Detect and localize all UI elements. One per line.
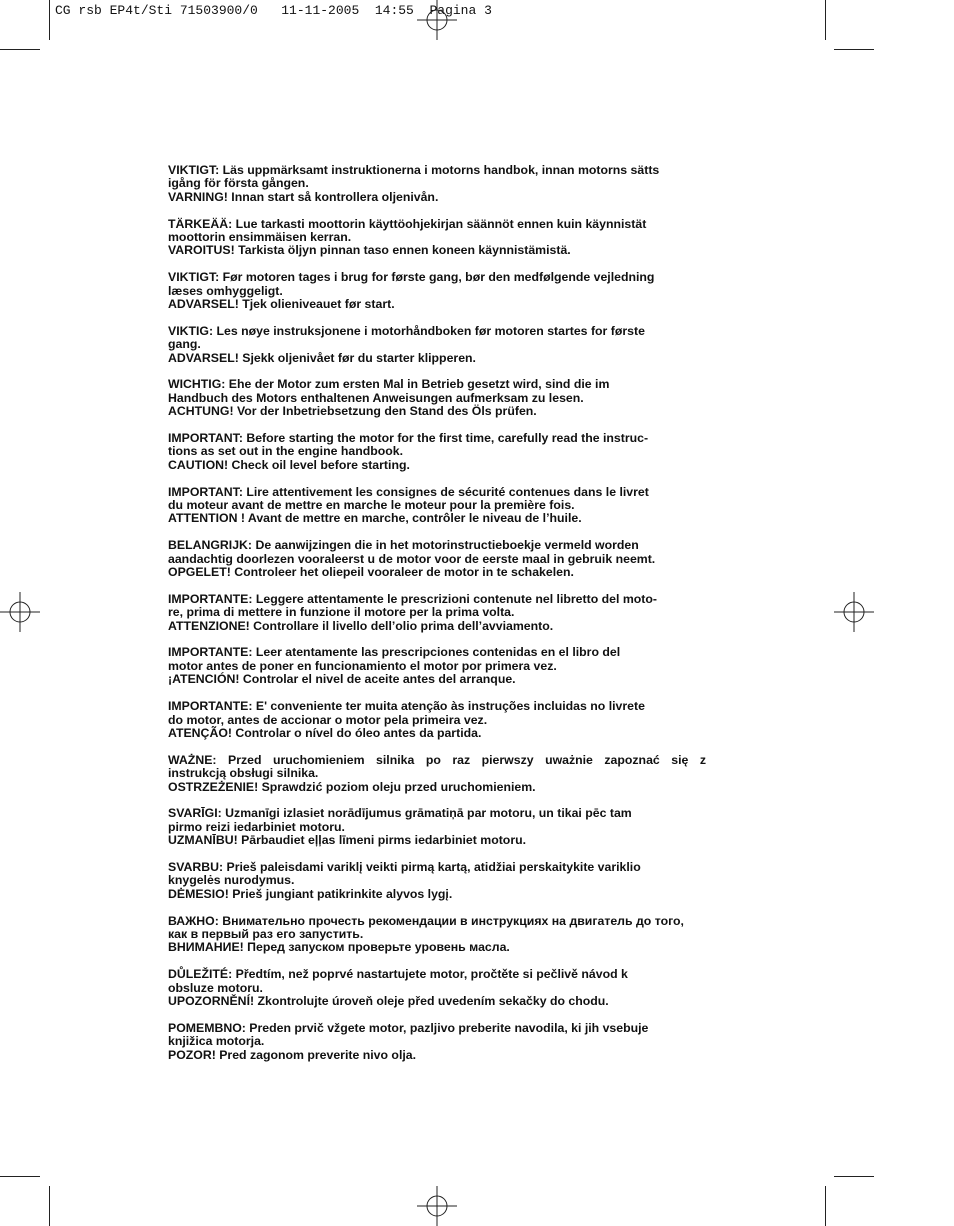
- safety-notices: [168, 164, 706, 1075]
- notice-warning: ATENÇÃO! Controlar o nível do óleo antes da partida.: [168, 725, 482, 740]
- notice-warning: DĖMESIO! Prieš jungiant patikrinkite alyvos lygį.: [168, 886, 453, 901]
- notice-line: igång för första gången.: [168, 176, 309, 191]
- notice-russian: [168, 915, 706, 955]
- notice-spanish: [168, 646, 706, 686]
- notice-line: VIKTIG: Les nøye instruksjonene i motorhåndboken før motoren startes for første: [168, 323, 645, 338]
- notice-line: VIKTIGT: Før motoren tages i brug for første gang, bør den medfølgende vejledning: [168, 270, 655, 285]
- notice-line: re, prima di mettere in funzione il motore per la prima volta.: [168, 605, 515, 620]
- notice-warning: UZMANĪBU! Pārbaudiet eļļas līmeni pirms iedarbiniet motoru.: [168, 833, 527, 848]
- crop-mark-top-left-vertical: [49, 0, 50, 40]
- notice-dutch: [168, 539, 706, 579]
- notice-warning: OSTRZEŻENIE! Sprawdzić poziom oleju przed uruchomieniem.: [168, 779, 536, 794]
- notice-line: do motor, antes de accionar o motor pela primeira vez.: [168, 712, 488, 727]
- crop-mark-top-right-vertical: [825, 0, 826, 40]
- notice-warning: VARNING! Innan start så kontrollera oljenivån.: [168, 189, 439, 204]
- notice-line: tions as set out in the engine handbook.: [168, 444, 404, 459]
- notice-norwegian: [168, 325, 706, 365]
- notice-warning: OPGELET! Controleer het oliepeil vooraleer de motor in te schakelen.: [168, 565, 574, 580]
- notice-italian: [168, 593, 706, 633]
- notice-line: TÄRKEÄÄ: Lue tarkasti moottorin käyttöohjekirjan säännöt ennen kuin käynnistät: [168, 216, 647, 231]
- notice-polish: [168, 754, 706, 794]
- notice-warning: UPOZORNĚNÍ! Zkontrolujte úroveň oleje před uvedením sekačky do chodu.: [168, 993, 609, 1008]
- notice-line: motor antes de poner en funcionamiento el motor por primera vez.: [168, 658, 557, 673]
- notice-line: IMPORTANT: Before starting the motor for the first time, carefully read the instruc-: [168, 431, 649, 446]
- notice-warning: VAROITUS! Tarkista öljyn pinnan taso ennen koneen käynnistämistä.: [168, 243, 571, 258]
- notice-line: ВАЖНО: Внимательно прочесть рекомендации в инструкциях на двигатель до того,: [168, 913, 684, 928]
- crop-mark-bottom-right-vertical: [825, 1186, 826, 1226]
- registration-mark-left-icon: [0, 592, 40, 632]
- notice-line: IMPORTANT: Lire attentivement les consignes de sécurité contenues dans le livret: [168, 484, 649, 499]
- crop-mark-bottom-right-horizontal: [834, 1176, 874, 1177]
- registration-mark-bottom-icon: [417, 1186, 457, 1226]
- notice-line: du moteur avant de mettre en marche le moteur pour la première fois.: [168, 498, 575, 513]
- notice-line: pirmo reizi iedarbiniet motoru.: [168, 819, 345, 834]
- notice-line: POMEMBNO: Preden prvič vžgete motor, pazljivo preberite navodila, ki jih vsebuje: [168, 1020, 649, 1035]
- notice-lithuanian: [168, 861, 706, 901]
- notice-warning: ВНИМАНИЕ! Перед запуском проверьте уровень масла.: [168, 940, 510, 955]
- notice-line: moottorin ensimmäisen kerran.: [168, 230, 352, 245]
- notice-warning: ADVARSEL! Sjekk oljenivået før du starter klipperen.: [168, 350, 476, 365]
- notice-line: IMPORTANTE: Leer atentamente las prescripciones contenidas en el libro del: [168, 645, 621, 660]
- notice-line: obsluze motoru.: [168, 980, 263, 995]
- notice-line: BELANGRIJK: De aanwijzingen die in het motorinstructieboekje vermeld worden: [168, 538, 639, 553]
- notice-line: SVARBU: Prieš paleisdami variklį veikti pirmą kartą, atidžiai perskaitykite variklio: [168, 859, 641, 874]
- print-slug-header: CG rsb EP4t/Sti 71503900/0 11-11-2005 14:55 Pagina 3: [55, 3, 492, 18]
- notice-danish: [168, 271, 706, 311]
- notice-warning: ATTENZIONE! Controllare il livello dell’olio prima dell’avviamento.: [168, 618, 554, 633]
- notice-line: instrukcją obsługi silnika.: [168, 766, 319, 781]
- notice-line: WICHTIG: Ehe der Motor zum ersten Mal in Betrieb gesetzt wird, sind die im: [168, 377, 610, 392]
- notice-line: læses omhyggeligt.: [168, 283, 283, 298]
- notice-latvian: [168, 807, 706, 847]
- notice-swedish: [168, 164, 706, 204]
- notice-warning: CAUTION! Check oil level before starting.: [168, 457, 410, 472]
- notice-line: DŮLEŽITÉ: Předtím, než poprvé nastartujete motor, pročtěte si pečlivě návod k: [168, 967, 628, 982]
- crop-mark-bottom-left-vertical: [49, 1186, 50, 1226]
- notice-english: [168, 432, 706, 472]
- notice-german: [168, 378, 706, 418]
- notice-french: [168, 486, 706, 526]
- notice-line: как в первый раз его запустить.: [168, 926, 364, 941]
- notice-finnish: [168, 218, 706, 258]
- notice-line: IMPORTANTE: Leggere attentamente le prescrizioni contenute nel libretto del moto-: [168, 591, 657, 606]
- notice-warning: ADVARSEL! Tjek olieniveauet før start.: [168, 297, 395, 312]
- notice-line: SVARĪGI: Uzmanīgi izlasiet norādījumus grāmatiņā par motoru, un tikai pēc tam: [168, 806, 632, 821]
- registration-mark-right-icon: [834, 592, 874, 632]
- crop-mark-bottom-left-horizontal: [0, 1176, 40, 1177]
- notice-line: knygelės nurodymus.: [168, 873, 295, 888]
- crop-mark-top-left-horizontal: [0, 49, 40, 50]
- notice-warning: POZOR! Pred zagonom preverite nivo olja.: [168, 1047, 417, 1062]
- notice-line: WAŻNE: Przed uruchomieniem silnika po raz pierwszy uważnie zapoznać się z: [168, 752, 706, 767]
- notice-slovenian: [168, 1022, 706, 1062]
- notice-line: IMPORTANTE: E' conveniente ter muita atenção às instruções incluidas no livrete: [168, 699, 645, 714]
- notice-warning: ACHTUNG! Vor der Inbetriebsetzung den Stand des Öls prüfen.: [168, 404, 537, 419]
- notice-line: Handbuch des Motors enthaltenen Anweisungen aufmerksam zu lesen.: [168, 390, 584, 405]
- notice-line: knjižica motorja.: [168, 1034, 265, 1049]
- notice-line: VIKTIGT: Läs uppmärksamt instruktionerna i motorns handbok, innan motorns sätts: [168, 163, 660, 177]
- notice-warning: ATTENTION ! Avant de mettre en marche, contrôler le niveau de l’huile.: [168, 511, 582, 526]
- notice-line: gang.: [168, 337, 201, 352]
- notice-czech: [168, 968, 706, 1008]
- notice-portuguese: [168, 700, 706, 740]
- notice-line: aandachtig doorlezen vooraleerst u de motor voor de eerste maal in gebruik neemt.: [168, 551, 656, 566]
- registration-mark-top-icon: [417, 0, 457, 40]
- crop-mark-top-right-horizontal: [834, 49, 874, 50]
- notice-warning: ¡ATENCIÓN! Controlar el nivel de aceite antes del arranque.: [168, 672, 516, 687]
